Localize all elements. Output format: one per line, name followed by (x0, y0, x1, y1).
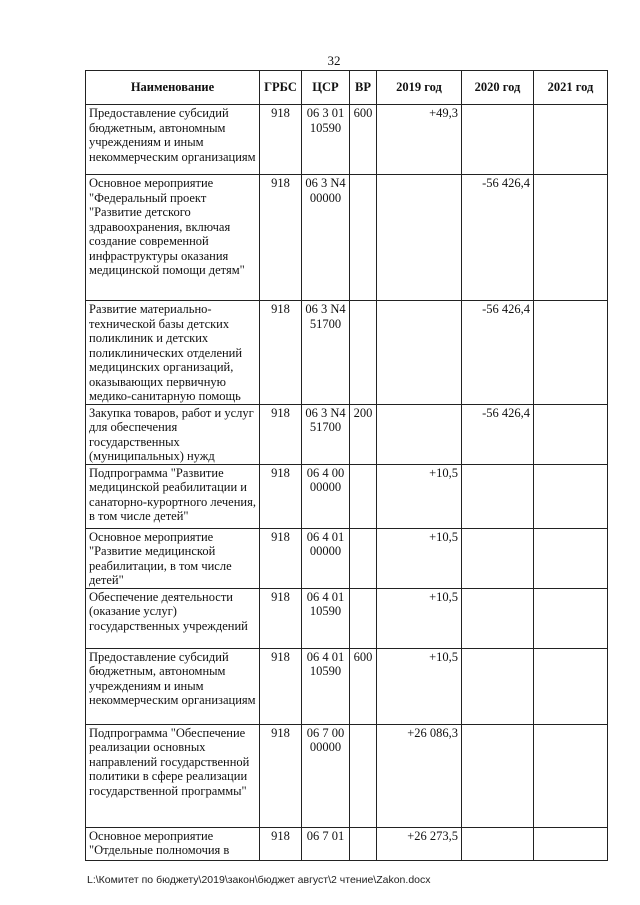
cell-2019 (377, 301, 462, 405)
table-row (86, 404, 608, 464)
cell-vr: 600 (350, 105, 377, 175)
cell-name: Основное мероприятие "Развитие медицинской реабилитации, в том числе детей" (86, 528, 260, 588)
cell-2021 (534, 724, 608, 827)
cell-2020 (462, 105, 534, 175)
cell-2020 (462, 528, 534, 588)
cell-2021 (534, 588, 608, 648)
header-grbs: ГРБС (260, 71, 302, 105)
table-row (86, 648, 608, 724)
cell-csr: 06 3 N4 51700 (302, 404, 350, 464)
cell-2021 (534, 404, 608, 464)
cell-csr: 06 4 01 10590 (302, 588, 350, 648)
cell-grbs: 918 (260, 724, 302, 827)
cell-grbs: 918 (260, 648, 302, 724)
table-row (86, 105, 608, 175)
cell-2019 (377, 175, 462, 301)
header-2019: 2019 год (377, 71, 462, 105)
cell-csr: 06 7 01 (302, 827, 350, 860)
cell-vr (350, 464, 377, 528)
cell-grbs: 918 (260, 105, 302, 175)
cell-vr (350, 528, 377, 588)
table-header-row (86, 71, 608, 105)
cell-grbs: 918 (260, 588, 302, 648)
cell-2019: +10,5 (377, 588, 462, 648)
budget-table (85, 70, 608, 861)
cell-2020: -56 426,4 (462, 175, 534, 301)
cell-2021 (534, 105, 608, 175)
cell-vr (350, 175, 377, 301)
cell-2021 (534, 301, 608, 405)
cell-2019: +10,5 (377, 464, 462, 528)
cell-name: Развитие материально-технической базы детских поликлиник и детских поликлинических отделений медицинских организаций, оказывающих первичную медико-санитарную помощь (86, 301, 260, 405)
cell-name: Подпрограмма "Развитие медицинской реабилитации и санаторно-курортного лечения, в том числе детей" (86, 464, 260, 528)
header-csr: ЦСР (302, 71, 350, 105)
header-vr: ВР (350, 71, 377, 105)
cell-vr (350, 301, 377, 405)
cell-2021 (534, 528, 608, 588)
cell-grbs: 918 (260, 404, 302, 464)
cell-name: Обеспечение деятельности (оказание услуг) государственных учреждений (86, 588, 260, 648)
cell-grbs: 918 (260, 301, 302, 405)
cell-grbs: 918 (260, 528, 302, 588)
table-row (86, 175, 608, 301)
cell-name: Предоставление субсидий бюджетным, автономным учреждениям и иным некоммерческим организациям (86, 105, 260, 175)
table-row (86, 724, 608, 827)
cell-grbs: 918 (260, 175, 302, 301)
cell-2019 (377, 404, 462, 464)
header-name: Наименование (86, 71, 260, 105)
cell-2020 (462, 464, 534, 528)
cell-2019: +26 273,5 (377, 827, 462, 860)
cell-2021 (534, 827, 608, 860)
footer-file-path: L:\Комитет по бюджету\2019\закон\бюджет август\2 чтение\Zakon.docx (87, 874, 431, 886)
cell-2020: -56 426,4 (462, 301, 534, 405)
cell-csr: 06 3 01 10590 (302, 105, 350, 175)
cell-2020: -56 426,4 (462, 404, 534, 464)
page-number: 32 (327, 53, 341, 68)
cell-vr (350, 588, 377, 648)
cell-2021 (534, 648, 608, 724)
table-row (86, 827, 608, 860)
cell-vr (350, 724, 377, 827)
cell-2021 (534, 464, 608, 528)
cell-grbs: 918 (260, 464, 302, 528)
cell-2019: +26 086,3 (377, 724, 462, 827)
cell-2020 (462, 724, 534, 827)
cell-vr (350, 827, 377, 860)
table-row (86, 301, 608, 405)
cell-2020 (462, 648, 534, 724)
cell-vr: 200 (350, 404, 377, 464)
cell-2019: +49,3 (377, 105, 462, 175)
cell-2019: +10,5 (377, 648, 462, 724)
cell-name: Подпрограмма "Обеспечение реализации основных направлений государственной политики в сфере реализации государственной программы" (86, 724, 260, 827)
cell-csr: 06 4 01 10590 (302, 648, 350, 724)
cell-csr: 06 4 01 00000 (302, 528, 350, 588)
table-row (86, 528, 608, 588)
cell-name: Основное мероприятие "Отдельные полномочия в (86, 827, 260, 860)
cell-csr: 06 3 N4 00000 (302, 175, 350, 301)
cell-name: Предоставление субсидий бюджетным, автономным учреждениям и иным некоммерческим организациям (86, 648, 260, 724)
cell-name: Основное мероприятие "Федеральный проект "Развитие детского здравоохранения, включая создание современной инфраструктуры оказания медицинской помощи детям" (86, 175, 260, 301)
cell-grbs: 918 (260, 827, 302, 860)
table-row (86, 588, 608, 648)
cell-name: Закупка товаров, работ и услуг для обеспечения государственных (муниципальных) нужд (86, 404, 260, 464)
cell-2020 (462, 827, 534, 860)
cell-csr: 06 4 00 00000 (302, 464, 350, 528)
cell-csr: 06 3 N4 51700 (302, 301, 350, 405)
cell-csr: 06 7 00 00000 (302, 724, 350, 827)
cell-2020 (462, 588, 534, 648)
cell-2019: +10,5 (377, 528, 462, 588)
cell-2021 (534, 175, 608, 301)
header-2021: 2021 год (534, 71, 608, 105)
table-row (86, 464, 608, 528)
header-2020: 2020 год (462, 71, 534, 105)
cell-vr: 600 (350, 648, 377, 724)
